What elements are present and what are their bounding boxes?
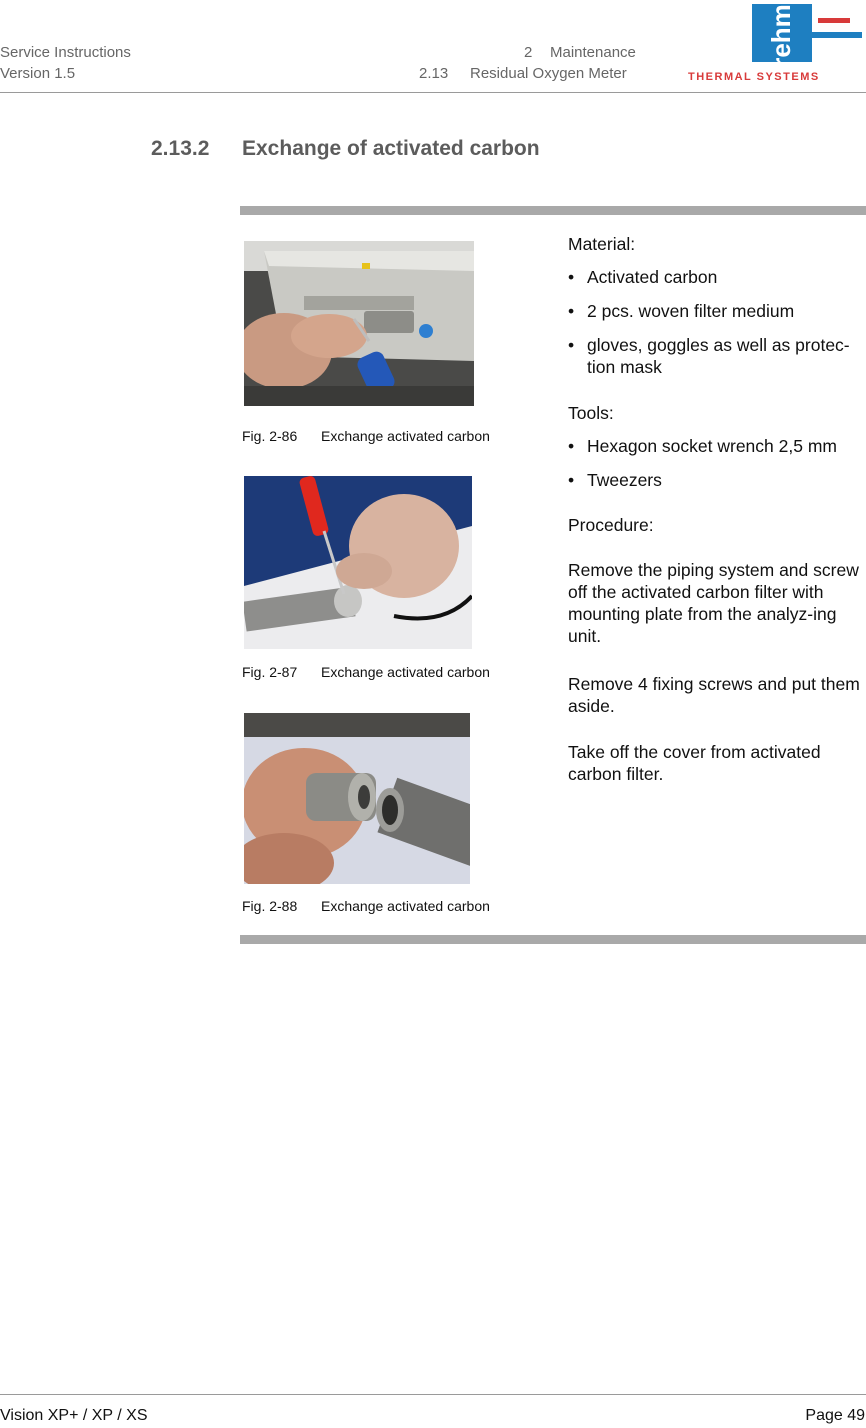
figure-label: Fig. 2-86 bbox=[242, 428, 298, 444]
section-heading-number: 2.13.2 bbox=[151, 137, 210, 160]
figure-label: Fig. 2-88 bbox=[242, 898, 298, 914]
chapter-title: Maintenance bbox=[550, 44, 636, 61]
tools-item: • Tweezers bbox=[568, 470, 662, 490]
section-heading-title: Exchange of activated carbon bbox=[242, 137, 540, 160]
figure-caption-3 bbox=[242, 898, 490, 914]
figure-label: Fig. 2-87 bbox=[242, 664, 298, 680]
procedure-step-1: Remove the piping system and screw off the activated carbon filter with mounting plate from the analyz-ing unit. bbox=[568, 560, 859, 646]
tools-item: • Hexagon socket wrench 2,5 mm bbox=[568, 436, 837, 456]
doc-title: Service Instructions bbox=[0, 44, 131, 61]
figure-caption-text: Exchange activated carbon bbox=[321, 428, 490, 444]
figure-caption-text: Exchange activated carbon bbox=[321, 664, 490, 680]
logo-wordmark: THERMAL SYSTEMS bbox=[688, 71, 820, 83]
photo-exchange-activated-carbon-2 bbox=[244, 476, 472, 649]
tools-heading: Tools: bbox=[568, 403, 614, 423]
header-divider bbox=[0, 92, 866, 93]
procedure-heading: Procedure: bbox=[568, 515, 654, 535]
photo-exchange-activated-carbon-3 bbox=[244, 713, 470, 884]
footer-divider bbox=[0, 1394, 866, 1395]
rehm-logo bbox=[686, 2, 864, 84]
figure-caption-1 bbox=[242, 428, 490, 444]
doc-version: Version 1.5 bbox=[0, 65, 76, 82]
content-top-bar bbox=[240, 206, 866, 215]
chapter-number: 2 bbox=[524, 44, 533, 61]
material-item: • 2 pcs. woven filter medium bbox=[568, 301, 795, 321]
material-item: • gloves, goggles as well as protec-tion mask bbox=[568, 335, 850, 377]
page-number: Page 49 bbox=[805, 1407, 865, 1424]
logo-brand: rehm bbox=[766, 4, 796, 68]
material-heading: Material: bbox=[568, 234, 636, 254]
section-heading bbox=[151, 137, 540, 161]
footer-product: Vision XP+ / XP / XS bbox=[0, 1407, 148, 1424]
content-bottom-bar bbox=[240, 935, 866, 944]
section-number: 2.13 bbox=[419, 65, 449, 82]
section-header-title: Residual Oxygen Meter bbox=[470, 65, 627, 82]
figure-caption-2 bbox=[242, 664, 490, 680]
photo-exchange-activated-carbon-1 bbox=[244, 241, 474, 406]
material-item: • Activated carbon bbox=[568, 267, 718, 287]
procedure-step-3: Take off the cover from activated carbon filter. bbox=[568, 742, 821, 784]
figure-caption-text: Exchange activated carbon bbox=[321, 898, 490, 914]
procedure-step-2: Remove 4 fixing screws and put them aside. bbox=[568, 674, 860, 716]
